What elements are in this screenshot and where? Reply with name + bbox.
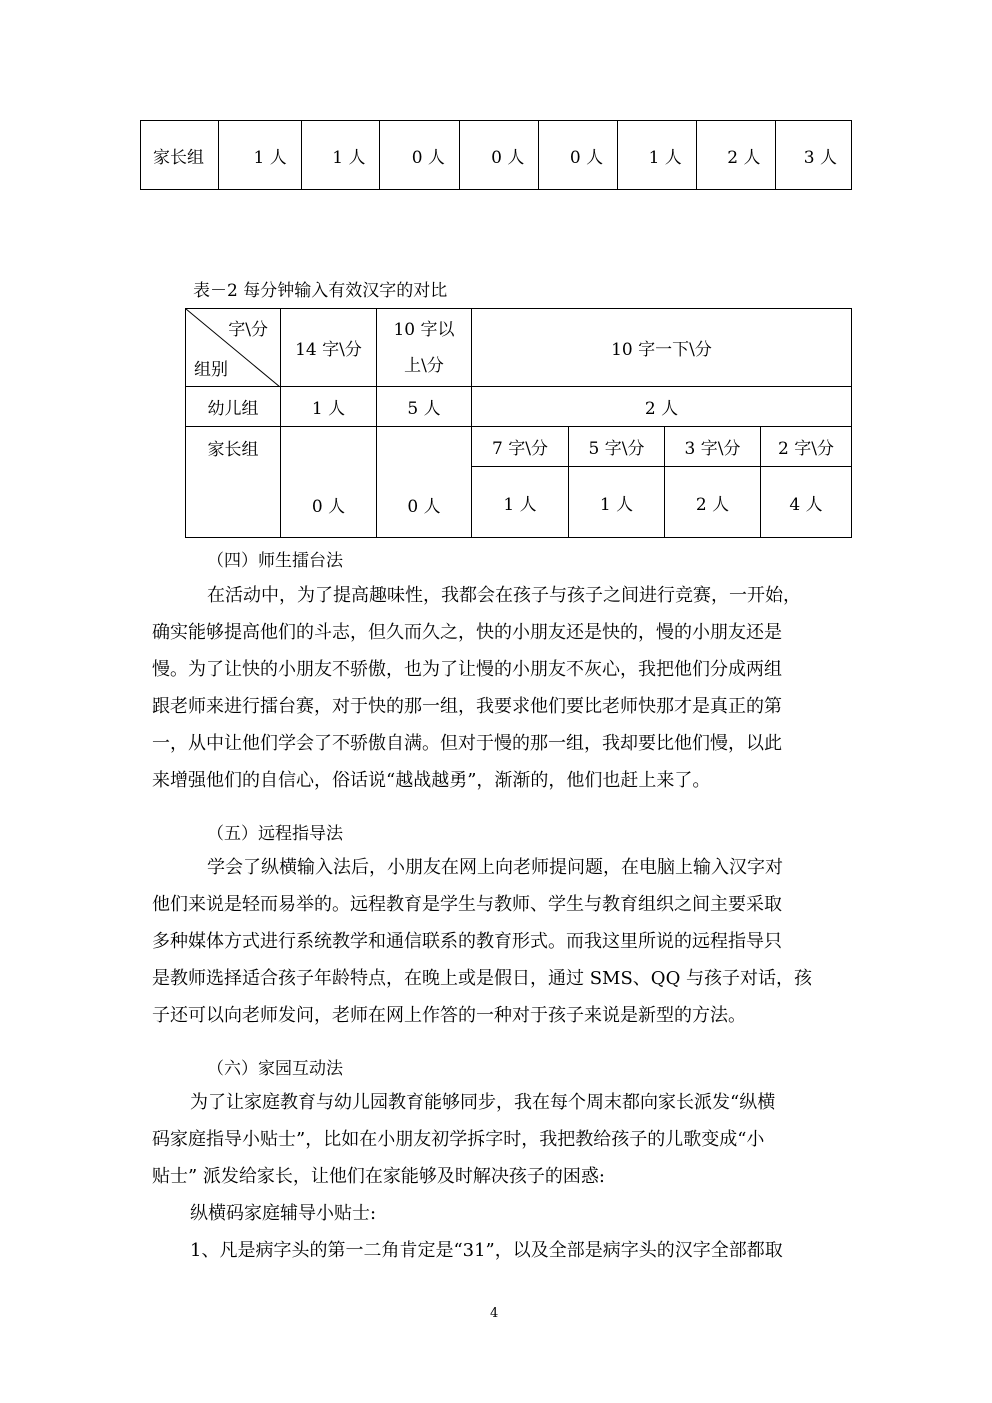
section-heading: （五）远程指导法	[207, 824, 343, 844]
table-cell: 0 人	[380, 121, 459, 190]
paragraph-line: 一，从中让他们学会了不骄傲自满。但对于慢的那一组，我却要比他们慢，以此	[152, 733, 782, 754]
sub-header-cell: 3 字\分	[665, 427, 761, 467]
sub-header-cell: 7 字\分	[472, 427, 569, 467]
table-row	[186, 387, 852, 427]
sub-header-cell: 2 字\分	[761, 427, 852, 467]
table-cell: 1 人	[219, 121, 302, 190]
table-cell: 1 人	[281, 387, 377, 427]
header-unit-label: 字\分	[228, 320, 268, 340]
paragraph-line: 他们来说是轻而易举的。远程教育是学生与教师、学生与教育组织之间主要采取	[152, 894, 782, 915]
table-cell: 2 人	[665, 467, 761, 538]
paragraph-line: 慢。为了让快的小朋友不骄傲，也为了让慢的小朋友不灰心，我把他们分成两组	[152, 659, 782, 680]
header-group-label: 组别	[194, 360, 228, 380]
paragraph-line: 确实能够提高他们的斗志，但久而久之，快的小朋友还是快的，慢的小朋友还是	[152, 622, 782, 643]
table-cell: 0 人	[281, 427, 377, 538]
table-cell: 0 人	[377, 427, 472, 538]
table-continuation	[140, 120, 852, 190]
table-row	[186, 427, 852, 467]
table-cell: 1 人	[472, 467, 569, 538]
paragraph-line: 多种媒体方式进行系统教学和通信联系的教育形式。而我这里所说的远程指导只	[152, 931, 782, 952]
table-cell: 1 人	[301, 121, 380, 190]
header-cell: 10 字一下\分	[472, 309, 852, 387]
paragraph-line: 来增强他们的自信心，俗话说“越战越勇”，渐渐的，他们也赶上来了。	[152, 770, 711, 791]
paragraph-line: 为了让家庭教育与幼儿园教育能够同步，我在每个周末都向家长派发“纵横	[190, 1092, 776, 1113]
table-caption: 表－2 每分钟输入有效汉字的对比	[193, 281, 448, 301]
paragraph-line: 纵横码家庭辅导小贴士:	[190, 1203, 377, 1224]
table-row	[141, 121, 852, 190]
section-heading: （四）师生擂台法	[207, 551, 343, 571]
table-cell: 家长组	[141, 121, 219, 190]
paragraph-line: 码家庭指导小贴士”，比如在小朋友初学拆字时，我把教给孩子的儿歌变成“小	[152, 1129, 765, 1150]
paragraph-line: 1、凡是病字头的第一二角肯定是“31”，以及全部是病字头的汉字全部都取	[190, 1240, 783, 1261]
comparison-table	[185, 308, 852, 538]
table-cell: 4 人	[761, 467, 852, 538]
page-number: 4	[490, 1306, 499, 1321]
section-heading: （六）家园互动法	[207, 1059, 343, 1079]
sub-header-cell: 5 字\分	[569, 427, 665, 467]
table-cell: 1 人	[569, 467, 665, 538]
row-label: 家长组	[186, 427, 281, 538]
paragraph-line: 贴士” 派发给家长，让他们在家能够及时解决孩子的困惑:	[152, 1166, 605, 1187]
paragraph-line: 子还可以向老师发问，老师在网上作答的一种对于孩子来说是新型的方法。	[152, 1005, 746, 1026]
header-cell: 14 字\分	[281, 309, 377, 387]
table-header-row	[186, 309, 852, 387]
table-cell: 0 人	[459, 121, 538, 190]
paragraph-line: 跟老师来进行擂台赛，对于快的那一组，我要求他们要比老师快那才是真正的第	[152, 696, 782, 717]
table-cell: 3 人	[775, 121, 851, 190]
row-label: 幼儿组	[186, 387, 281, 427]
header-cell	[377, 309, 472, 387]
table-cell: 1 人	[618, 121, 697, 190]
header-line: 上\分	[404, 355, 444, 376]
header-line: 10 字以	[393, 319, 455, 340]
table-cell: 5 人	[377, 387, 472, 427]
table-cell: 0 人	[539, 121, 618, 190]
paragraph-line: 学会了纵横输入法后，小朋友在网上向老师提问题，在电脑上输入汉字对	[207, 857, 783, 878]
table-cell: 2 人	[472, 387, 852, 427]
paragraph-line: 在活动中，为了提高趣味性，我都会在孩子与孩子之间进行竞赛，一开始，	[207, 585, 801, 606]
table-cell: 2 人	[696, 121, 775, 190]
paragraph-line: 是教师选择适合孩子年龄特点，在晚上或是假日，通过 SMS、QQ 与孩子对话，孩	[152, 968, 813, 989]
diagonal-header-cell	[186, 309, 281, 387]
